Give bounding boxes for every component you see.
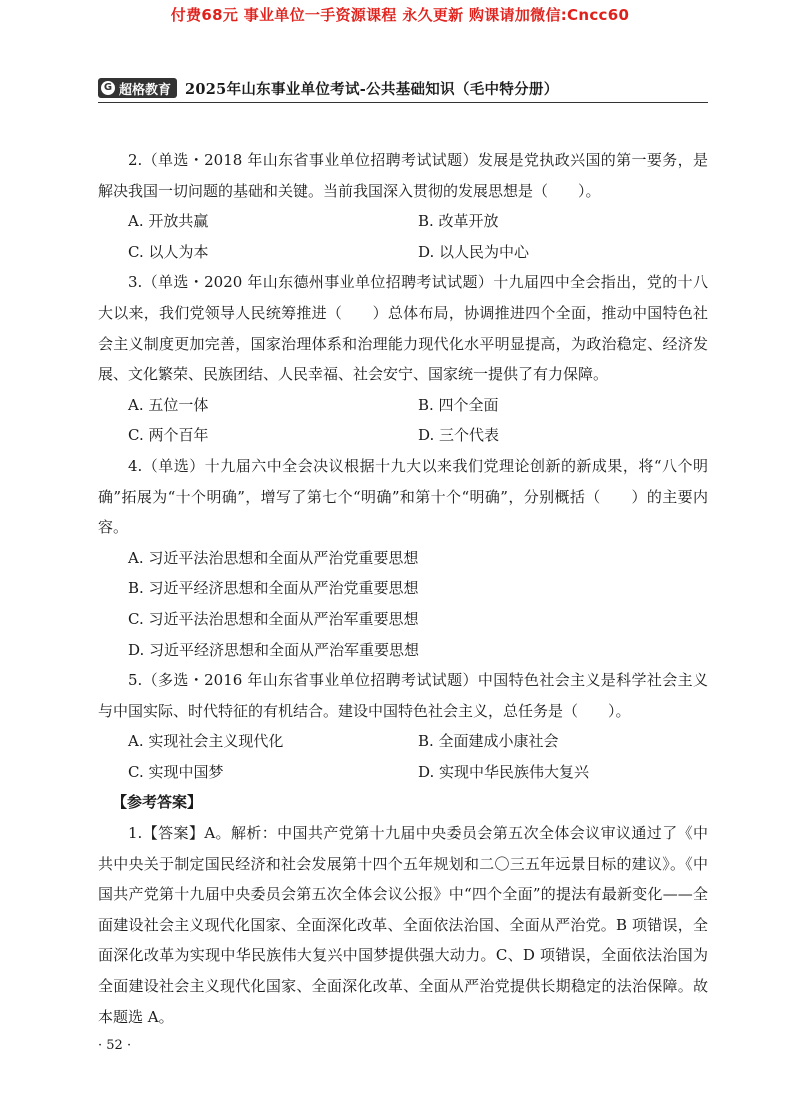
option: B. 改革开放 <box>418 212 499 231</box>
question-4-stem: 4.（单选）十九届六中全会决议根据十九大以来我们党理论创新的新成果，将“八个明确”拓展为“十个明确”，增写了第七个“明确”和第十个“明确”，分别概括（ ）的主要内容。 <box>98 456 708 537</box>
promo-banner: 付费68元 事业单位一手资源课程 永久更新 购课请加微信:Cncc60 <box>170 6 630 24</box>
option: C. 两个百年 <box>128 426 209 445</box>
option: A. 开放共赢 <box>128 212 209 231</box>
answer-explanation: 1.【答案】A。解析：中国共产党第十九届中央委员会第五次全体会议审议通过了《中共中央关于制定国民经济和社会发展第十四个五年规划和二〇三五年远景目标的建议》。《中国共产党第十九届中央委员会第五次全体会议公报》中“四个全面”的提法有最新变化——全面建设社会主义现代化国家、全面深化改革、全面依法治国、全面从严治党。B 项错误，全面深化改革为实现中华民族伟大复兴中国梦提供强大动力。C、D 项错误，全面依法治国为全面建设社会主义现代化国家、全面深化改革、全面从严治党提供长期稳定的法治保障。故本题选 A。 <box>98 824 708 1026</box>
option: D. 以人民为中心 <box>418 242 530 261</box>
option: A. 习近平法治思想和全面从严治党重要思想 <box>128 548 419 567</box>
option: A. 五位一体 <box>128 395 209 414</box>
page-header <box>98 76 708 103</box>
question-3-options-row-2 <box>98 420 708 451</box>
question-5-options-row-1 <box>98 726 708 757</box>
brand-logo <box>98 78 177 98</box>
question-5-options-row-2 <box>98 757 708 788</box>
option: B. 习近平经济思想和全面从严治党重要思想 <box>128 579 419 598</box>
question-5-stem: 5.（多选・2016 年山东省事业单位招聘考试试题）中国特色社会主义是科学社会主义与中国实际、时代特征的有机结合。建设中国特色社会主义，总任务是（ ）。 <box>98 671 708 720</box>
question-3-options-row-1 <box>98 390 708 421</box>
option: D. 实现中华民族伟大复兴 <box>418 762 590 781</box>
question-2-options-row-1 <box>98 206 708 237</box>
option: D. 三个代表 <box>418 426 500 445</box>
option: C. 实现中国梦 <box>128 762 224 781</box>
question-3-stem: 3.（单选・2020 年山东德州事业单位招聘考试试题）十九届四中全会指出，党的十八大以来，我们党领导人民统筹推进（ ）总体布局，协调推进四个全面，推动中国特色社会主义制度更加完善，国家治理体系和治理能力现代化水平明显提高，为政治稳定、经济发展、文化繁荣、民族团结、人民幸福、社会安宁、国家统一提供了有力保障。 <box>98 273 708 384</box>
option: B. 四个全面 <box>418 395 499 414</box>
page-content <box>98 145 708 1032</box>
logo-icon: G <box>101 81 115 95</box>
option: C. 以人为本 <box>128 242 209 261</box>
logo-text: 超格教育 <box>119 82 172 98</box>
page-number: · 52 · <box>98 1038 132 1053</box>
option: B. 全面建成小康社会 <box>418 732 559 751</box>
question-2-stem: 2.（单选・2018 年山东省事业单位招聘考试试题）发展是党执政兴国的第一要务，是解决我国一切问题的基础和关键。当前我国深入贯彻的发展思想是（ ）。 <box>98 151 708 200</box>
question-2-options-row-2 <box>98 237 708 268</box>
option: D. 习近平经济思想和全面从严治军重要思想 <box>128 640 420 659</box>
document-title: 2025年山东事业单位考试-公共基础知识（毛中特分册） <box>185 80 559 98</box>
answer-section-title: 【参考答案】 <box>112 793 203 812</box>
option: C. 习近平法治思想和全面从严治军重要思想 <box>128 609 419 628</box>
option: A. 实现社会主义现代化 <box>128 732 284 751</box>
